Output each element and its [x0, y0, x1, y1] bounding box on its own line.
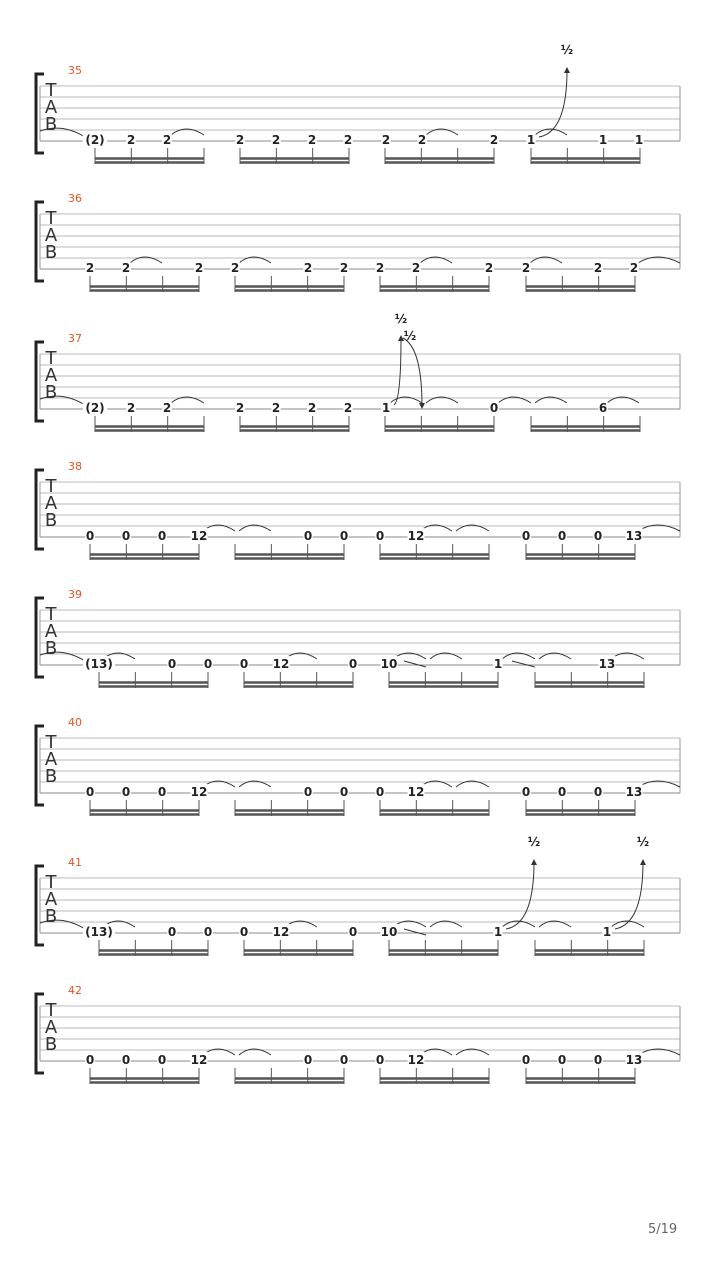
tab-clef-letter: T — [45, 80, 57, 101]
fret-number: 0 — [348, 925, 358, 939]
fret-number: 0 — [303, 785, 313, 799]
tab-clef-letter: B — [44, 1034, 58, 1055]
fret-number: 0 — [157, 529, 167, 543]
slide-line — [512, 661, 535, 667]
fret-number: 0 — [348, 657, 358, 671]
fret-number: 2 — [343, 133, 353, 147]
fret-number: 0 — [85, 1053, 95, 1067]
bend-release-arrow — [403, 338, 422, 406]
measure-number: 35 — [68, 64, 82, 77]
fret-number: 0 — [593, 529, 603, 543]
fret-number: 2 — [303, 261, 313, 275]
fret-number: 12 — [407, 529, 425, 543]
fret-number: 0 — [203, 657, 213, 671]
tab-clef-letter: B — [44, 382, 58, 403]
tab-clef-letter: B — [44, 638, 58, 659]
fret-number: 0 — [521, 529, 531, 543]
fret-number: 0 — [375, 785, 385, 799]
tab-clef-letter: B — [44, 510, 58, 531]
fret-number: 2 — [121, 261, 131, 275]
tab-clef-letter: A — [44, 225, 58, 246]
fret-number: 0 — [85, 785, 95, 799]
measure-number: 38 — [68, 460, 82, 473]
tab-clef-letter: A — [44, 1017, 58, 1038]
fret-number: 12 — [190, 529, 208, 543]
tab-clef-letter: T — [45, 872, 57, 893]
tab-system-40 — [36, 716, 680, 816]
fret-number: 1 — [493, 925, 503, 939]
tab-clef-letter: B — [44, 906, 58, 927]
bend-amount-label: ½ — [394, 312, 408, 326]
fret-number: 2 — [85, 261, 95, 275]
fret-number: 0 — [339, 785, 349, 799]
fret-number: 2 — [230, 261, 240, 275]
fret-number: 2 — [307, 133, 317, 147]
fret-number: 1 — [602, 925, 612, 939]
fret-number: 2 — [339, 261, 349, 275]
fret-number: 2 — [235, 401, 245, 415]
tab-clef-letter: A — [44, 621, 58, 642]
fret-number: 12 — [407, 1053, 425, 1067]
fret-number: 0 — [85, 529, 95, 543]
fret-number: 0 — [375, 529, 385, 543]
fret-number: 0 — [557, 1053, 567, 1067]
tab-clef-letter: A — [44, 889, 58, 910]
measure-number: 40 — [68, 716, 82, 729]
fret-number: 0 — [121, 1053, 131, 1067]
fret-number: 2 — [484, 261, 494, 275]
fret-number: 2 — [271, 133, 281, 147]
tab-clef-letter: B — [44, 242, 58, 263]
tab-system-38 — [36, 460, 680, 560]
fret-number: 1 — [634, 133, 644, 147]
fret-number: 12 — [272, 657, 290, 671]
fret-number: 0 — [521, 1053, 531, 1067]
fret-number: 0 — [557, 785, 567, 799]
measure-number: 37 — [68, 332, 82, 345]
measure-number: 36 — [68, 192, 82, 205]
fret-number: 12 — [272, 925, 290, 939]
fret-number: 13 — [625, 529, 643, 543]
fret-number: 1 — [526, 133, 536, 147]
fret-number: 2 — [343, 401, 353, 415]
tab-clef-letter: T — [45, 1000, 57, 1021]
fret-number: (13) — [85, 925, 113, 939]
fret-number: 2 — [307, 401, 317, 415]
fret-number: 2 — [381, 133, 391, 147]
tab-system-42 — [36, 984, 680, 1084]
bend-amount-label: ½ — [527, 835, 541, 849]
fret-number: 0 — [121, 529, 131, 543]
fret-number: 2 — [126, 133, 136, 147]
tab-clef-letter: A — [44, 365, 58, 386]
fret-number: 0 — [339, 529, 349, 543]
fret-number: 12 — [190, 1053, 208, 1067]
fret-number: 0 — [203, 925, 213, 939]
bend-amount-label: ½ — [403, 329, 417, 343]
fret-number: 0 — [157, 785, 167, 799]
fret-number: 2 — [375, 261, 385, 275]
page-number: 5/19 — [648, 1222, 678, 1237]
tab-clef-letter: B — [44, 766, 58, 787]
fret-number: 12 — [190, 785, 208, 799]
fret-number: 13 — [625, 785, 643, 799]
fret-number: 2 — [411, 261, 421, 275]
fret-number: 0 — [489, 401, 499, 415]
fret-number: 2 — [126, 401, 136, 415]
slide-line — [404, 929, 426, 935]
bend-amount-label: ½ — [560, 43, 574, 57]
tab-clef-letter: A — [44, 493, 58, 514]
bend-amount-label: ½ — [636, 835, 650, 849]
fret-number: (13) — [85, 657, 113, 671]
tab-clef-letter: A — [44, 97, 58, 118]
bend-arrow — [394, 338, 401, 405]
tab-system-39 — [36, 588, 680, 688]
fret-number: 2 — [194, 261, 204, 275]
bend-arrow — [506, 862, 534, 929]
fret-number: 0 — [557, 529, 567, 543]
tab-clef-letter: T — [45, 348, 57, 369]
measure-number: 39 — [68, 588, 82, 601]
fret-number: 0 — [167, 657, 177, 671]
fret-number: 12 — [407, 785, 425, 799]
bend-arrow — [615, 862, 643, 929]
fret-number: 13 — [625, 1053, 643, 1067]
fret-number: 2 — [162, 133, 172, 147]
fret-number: 0 — [521, 785, 531, 799]
fret-number: 2 — [521, 261, 531, 275]
measure-number: 41 — [68, 856, 82, 869]
bend-arrow — [539, 70, 567, 137]
tab-system-37 — [36, 312, 680, 432]
fret-number: 2 — [593, 261, 603, 275]
fret-number: 0 — [157, 1053, 167, 1067]
fret-number: 2 — [489, 133, 499, 147]
fret-number: 2 — [162, 401, 172, 415]
tab-clef-letter: T — [45, 208, 57, 229]
fret-number: 0 — [121, 785, 131, 799]
fret-number: 1 — [493, 657, 503, 671]
fret-number: 0 — [375, 1053, 385, 1067]
fret-number: (2) — [85, 401, 105, 415]
fret-number: 0 — [593, 785, 603, 799]
fret-number: 0 — [239, 925, 249, 939]
tab-system-35 — [36, 43, 680, 164]
tab-clef-letter: T — [45, 604, 57, 625]
fret-number: 2 — [629, 261, 639, 275]
tab-clef-letter: A — [44, 749, 58, 770]
fret-number: 6 — [598, 401, 608, 415]
fret-number: 1 — [381, 401, 391, 415]
fret-number: 2 — [417, 133, 427, 147]
fret-number: 2 — [235, 133, 245, 147]
fret-number: 2 — [271, 401, 281, 415]
slide-line — [404, 661, 426, 667]
fret-number: 10 — [380, 925, 398, 939]
tab-system-36 — [36, 192, 680, 292]
fret-number: (2) — [85, 133, 105, 147]
measure-number: 42 — [68, 984, 82, 997]
tab-clef-letter: B — [44, 114, 58, 135]
fret-number: 10 — [380, 657, 398, 671]
fret-number: 0 — [303, 1053, 313, 1067]
fret-number: 0 — [339, 1053, 349, 1067]
tab-clef-letter: T — [45, 732, 57, 753]
fret-number: 0 — [239, 657, 249, 671]
fret-number: 13 — [598, 657, 616, 671]
fret-number: 0 — [167, 925, 177, 939]
fret-number: 1 — [598, 133, 608, 147]
fret-number: 0 — [303, 529, 313, 543]
tab-system-41 — [36, 835, 680, 956]
fret-number: 0 — [593, 1053, 603, 1067]
tab-clef-letter: T — [45, 476, 57, 497]
